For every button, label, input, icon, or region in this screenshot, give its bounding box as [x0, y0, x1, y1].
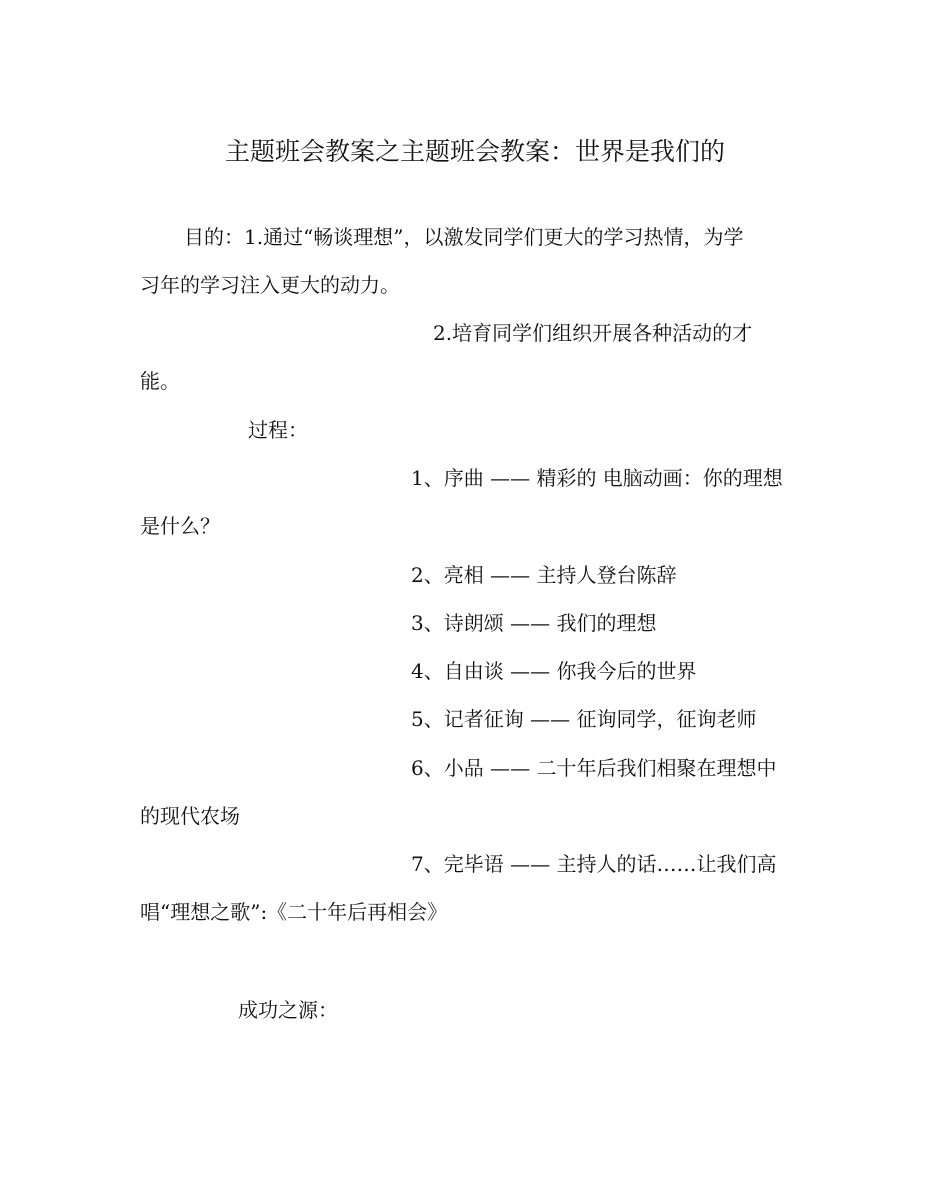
goal-text-line2: 习年的学习注入更大的动力。	[140, 273, 400, 297]
goal-text-line1: 目的：1.通过“畅谈理想”，以激发同学们更大的学习热情，为学	[184, 225, 744, 249]
success-label: 成功之源：	[238, 998, 338, 1022]
step-3: 3、诗朗颂 —— 我们的理想	[411, 611, 657, 635]
goal2-text-line1: 2.培育同学们组织开展各种活动的才	[433, 321, 753, 345]
step-7-line2: 唱“理想之歌”:《二十年后再相会》	[140, 900, 448, 924]
step-1-line1: 1、序曲 —— 精彩的 电脑动画：你的理想	[411, 466, 783, 490]
document-title: 主题班会教案之主题班会教案：世界是我们的	[224, 137, 725, 166]
process-label: 过程：	[248, 418, 308, 442]
step-6-line1: 6、小品 —— 二十年后我们相聚在理想中	[411, 756, 777, 780]
goal2-text-line2: 能。	[140, 369, 180, 393]
step-4: 4、自由谈 —— 你我今后的世界	[411, 659, 697, 683]
step-5: 5、记者征询 —— 征询同学，征询老师	[411, 707, 757, 731]
step-6-line2: 的现代农场	[140, 804, 240, 828]
step-1-line2: 是什么？	[140, 514, 220, 538]
step-7-line1: 7、完毕语 —— 主持人的话……让我们高	[411, 852, 777, 876]
step-2: 2、亮相 —— 主持人登台陈辞	[411, 563, 677, 587]
